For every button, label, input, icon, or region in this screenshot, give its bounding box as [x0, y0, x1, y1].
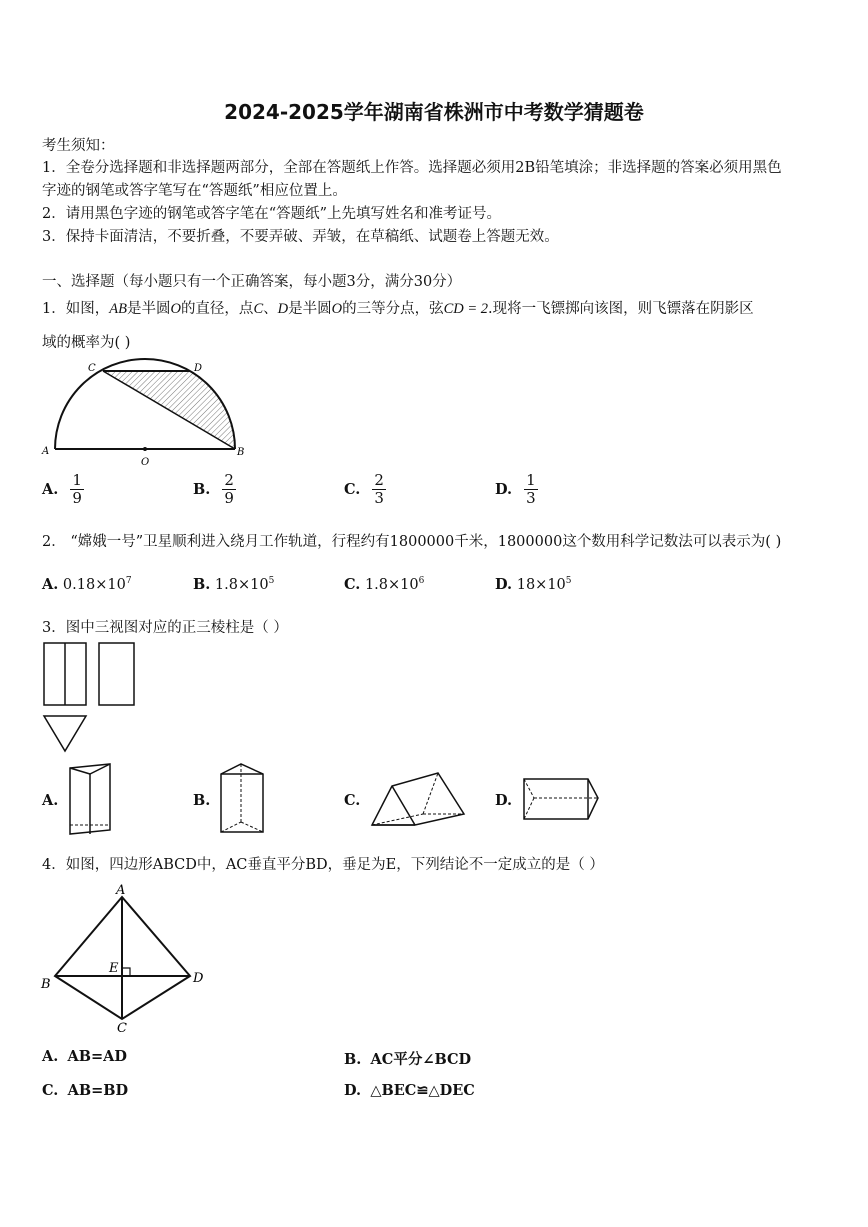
- notice-item-3: 3．保持卡面清洁，不要折叠，不要弄破、弄皱，在草稿纸、试题卷上答题无效。: [42, 229, 559, 245]
- q3-option-b-label[interactable]: B.: [193, 792, 211, 809]
- q2-option-a[interactable]: A. $0.18\times 10^7$: [42, 576, 132, 593]
- label-c: C: [117, 1021, 127, 1035]
- notice-item-2: 2．请用黑色字迹的钢笔或答字笔在“答题纸”上先填写姓名和准考证号。: [42, 206, 502, 222]
- label-c: C: [88, 363, 96, 374]
- label-e: E: [109, 961, 119, 976]
- notice-heading: 考生须知：: [42, 138, 115, 154]
- q4-quadrilateral-figure: [38, 880, 213, 1035]
- q2-stem: 2． “嫦娥一号”卫星顺利进入绕月工作轨道，行程约有1800000千米，1800000这个数用科学记数法可以表示为( ): [42, 534, 782, 550]
- q1-stem: 1．如图，AB是半圆O的直径，点C、D是半圆O的三等分点，弦CD = 2.现将一飞镖掷向该图，则飞镖落在阴影区: [42, 301, 754, 317]
- q3-option-c-label[interactable]: C.: [344, 792, 361, 809]
- q3-option-a-label[interactable]: A.: [42, 792, 59, 809]
- q1-option-b[interactable]: B. $\frac{2}{9}$: [193, 471, 234, 507]
- q3-option-a-prism[interactable]: [63, 760, 115, 838]
- q3-option-c-prism[interactable]: [368, 768, 468, 832]
- q4-option-b[interactable]: B. AC平分∠BCD: [344, 1051, 472, 1068]
- label-o: O: [141, 457, 150, 468]
- q3-option-d-prism[interactable]: [520, 776, 602, 824]
- q1-option-c[interactable]: C. $\frac{2}{3}$: [344, 471, 384, 507]
- q4-option-a[interactable]: A. AB=AD: [42, 1048, 128, 1065]
- q3-three-views-figure: [40, 640, 140, 755]
- q3-option-d-label[interactable]: D.: [495, 792, 513, 809]
- label-d: D: [194, 363, 203, 374]
- label-d: D: [193, 971, 204, 986]
- q4-option-d[interactable]: D. △BEC≌△DEC: [344, 1082, 475, 1099]
- label-a: A: [42, 446, 50, 457]
- side-view: [99, 643, 134, 705]
- q1-option-a[interactable]: A. $\frac{1}{9}$: [42, 471, 82, 507]
- q3-stem: 3．图中三视图对应的正三棱柱是（ ）: [42, 620, 288, 636]
- q2-option-c[interactable]: C. $1.8\times 10^6$: [344, 576, 425, 593]
- right-angle-mark: [122, 968, 130, 976]
- top-view: [44, 716, 86, 751]
- label-a: A: [116, 883, 126, 898]
- section-heading: 一、选择题（每小题只有一个正确答案，每小题3分，满分30分）: [42, 274, 462, 290]
- q1-stem-line2: 域的概率为( ): [42, 335, 131, 351]
- center-point: [143, 447, 147, 451]
- q2-option-b[interactable]: B. $1.8\times 10^5$: [193, 576, 275, 593]
- q4-option-c[interactable]: C. AB=BD: [42, 1082, 129, 1099]
- label-b: B: [41, 977, 51, 992]
- label-b: B: [237, 447, 245, 458]
- notice-item-1-cont: 字迹的钢笔或答字笔写在“答题纸”相应位置上。: [42, 183, 347, 199]
- q4-stem: 4．如图，四边形ABCD中，AC垂直平分BD，垂足为E，下列结论不一定成立的是（ ）: [42, 857, 604, 873]
- q3-option-b-prism[interactable]: [217, 760, 269, 838]
- q1-option-d[interactable]: D. $\frac{1}{3}$: [495, 471, 536, 507]
- page-title: 2024-2025学年湖南省株洲市中考数学猜题卷: [224, 100, 644, 124]
- q1-semicircle-figure: [38, 358, 248, 470]
- notice-item-1: 1．全卷分选择题和非选择题两部分，全部在答题纸上作答。选择题必须用2B铅笔填涂；非选择题的答案必须用黑色: [42, 160, 782, 176]
- q2-option-d[interactable]: D. $18\times 10^5$: [495, 576, 572, 593]
